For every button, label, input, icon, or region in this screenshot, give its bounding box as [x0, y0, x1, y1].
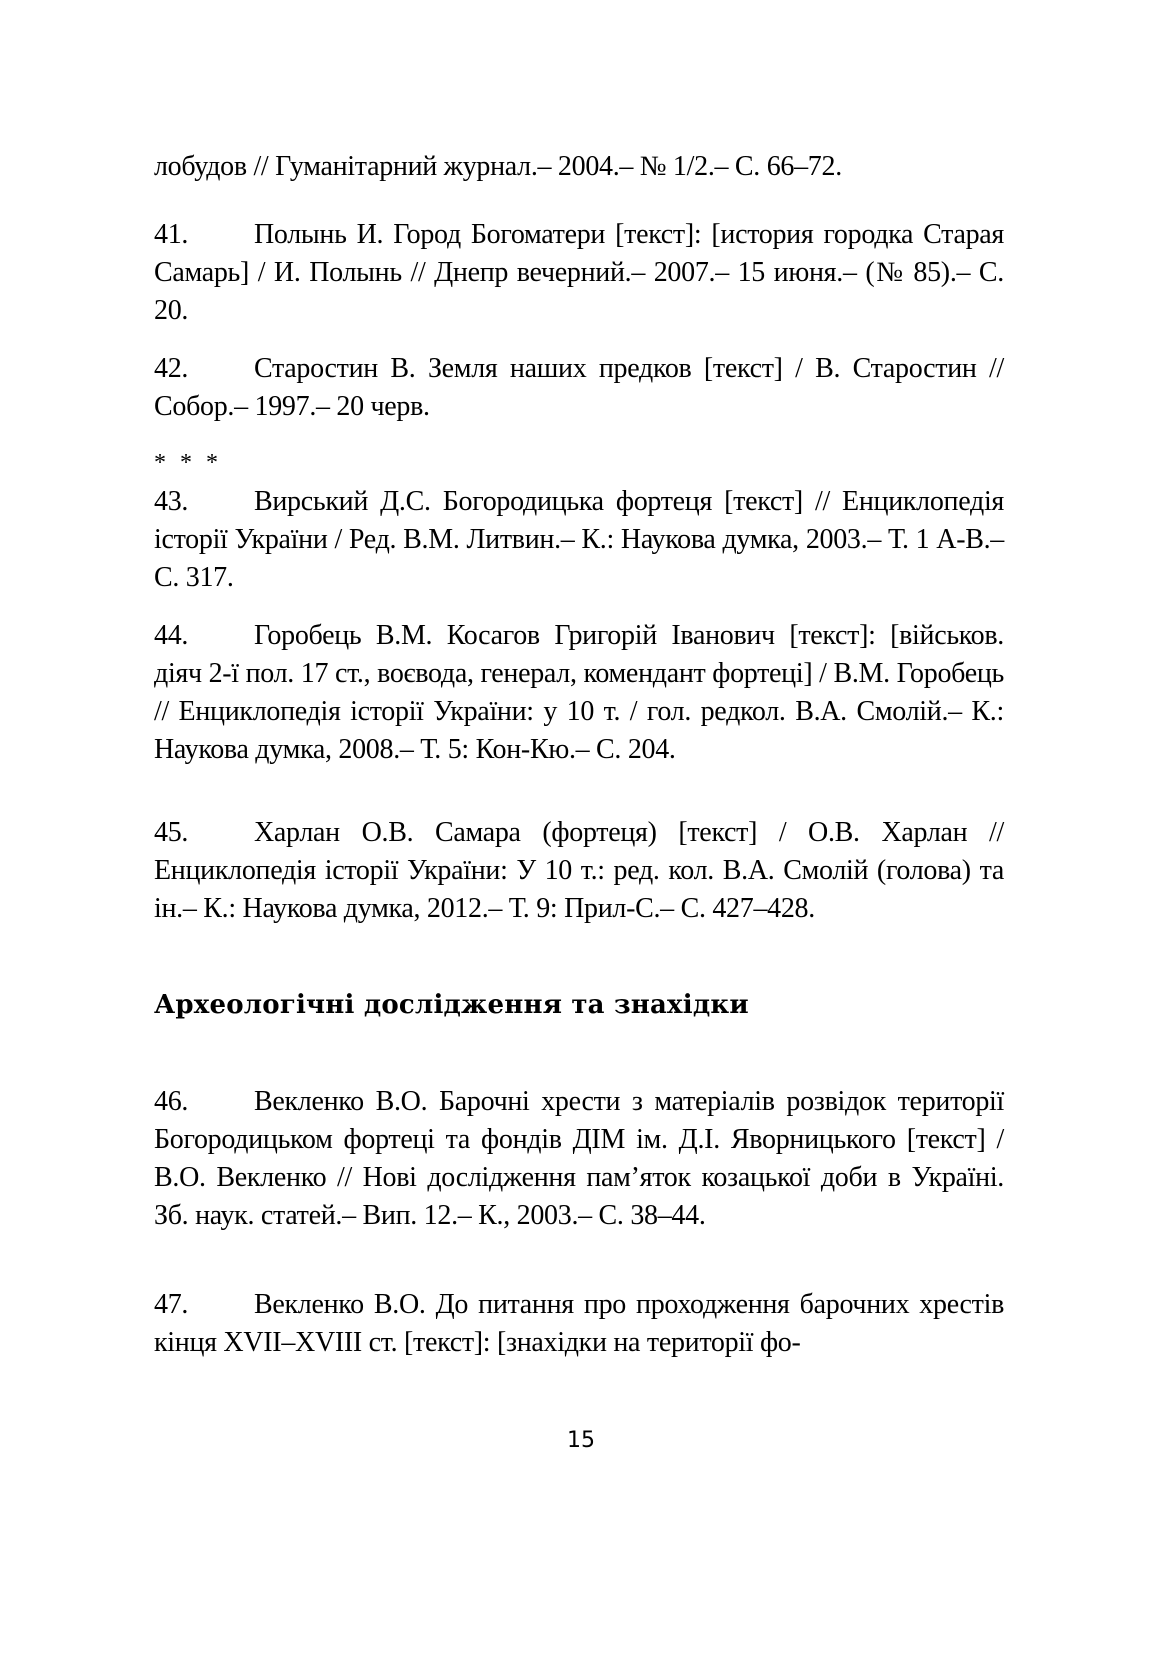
bibliography-entry-47 [154, 1286, 1004, 1362]
bibliography-entry-41 [154, 216, 1004, 330]
continuation-text: лобудов // Гуманітарний журнал.– 2004.– № 1/2.– С. 66–72. [154, 151, 842, 182]
bibliography-entry-43 [154, 483, 1004, 597]
page-number: 15 [567, 1428, 595, 1453]
bibliography-entry-46 [154, 1083, 1004, 1235]
bibliography-entry-44 [154, 617, 1004, 769]
entry-number: 45. [154, 817, 189, 848]
bibliography-entry-42 [154, 350, 1004, 426]
entry-text: Векленко В.О. До питання про проходження барочних хрестів кінця XVII–XVIII ст. [текст]: [знахідки на території фо- [154, 1289, 1004, 1358]
entry-number: 46. [154, 1086, 189, 1117]
entry-text: Полынь И. Город Богоматери [текст]: [история городка Старая Самарь] / И. Полынь // Днепр вечерний.– 2007.– 15 июня.– (№ 85).– С. 20. [154, 219, 1004, 326]
entry-text: Старостин В. Земля наших предков [текст] / В. Старостин // Собор.– 1997.– 20 черв. [154, 353, 1004, 422]
section-separator: * * * [154, 450, 222, 476]
entry-text: Харлан О.В. Самара (фортеця) [текст] / О.В. Харлан // Енциклопедія історії України: У 10 т.: ред. кол. В.А. Смолій (голова) та ін.– К.: Наукова думка, 2012.– Т. 9: Прил-С.– С. 427–428. [154, 817, 1004, 924]
bibliography-entry-45 [154, 814, 1004, 928]
entry-number: 41. [154, 219, 189, 250]
entry-text: Вирський Д.С. Богородицька фортеця [текст] // Енциклопедія історії України / Ред. В.М. Литвин.– К.: Наукова думка, 2003.– Т. 1 А-В.– С. 317. [154, 486, 1004, 593]
entry-number: 44. [154, 620, 189, 651]
entry-number: 47. [154, 1289, 189, 1320]
section-heading: Археологічні дослідження та знахідки [154, 990, 749, 1020]
continuation-paragraph [154, 148, 1004, 186]
entry-text: Векленко В.О. Барочні хрести з матеріалів розвідок території Богородицьком фортеці та фондів ДІМ ім. Д.І. Яворницького [текст] / В.О. Векленко // Нові дослідження пам’яток козацької доби в Україні. Зб. наук. статей.– Вип. 12.– К., 2003.– С. 38–44. [154, 1086, 1004, 1231]
entry-text: Горобець В.М. Косагов Григорій Іванович [текст]: [військов. діяч 2-ї пол. 17 ст., воєвода, генерал, комендант фортеці] / В.М. Горобець // Енциклопедія історії України: у 10 т. / гол. редкол. В.А. Смолій.– К.: Наукова думка, 2008.– Т. 5: Кон-Кю.– С. 204. [154, 620, 1004, 765]
entry-number: 42. [154, 353, 189, 384]
entry-number: 43. [154, 486, 189, 517]
